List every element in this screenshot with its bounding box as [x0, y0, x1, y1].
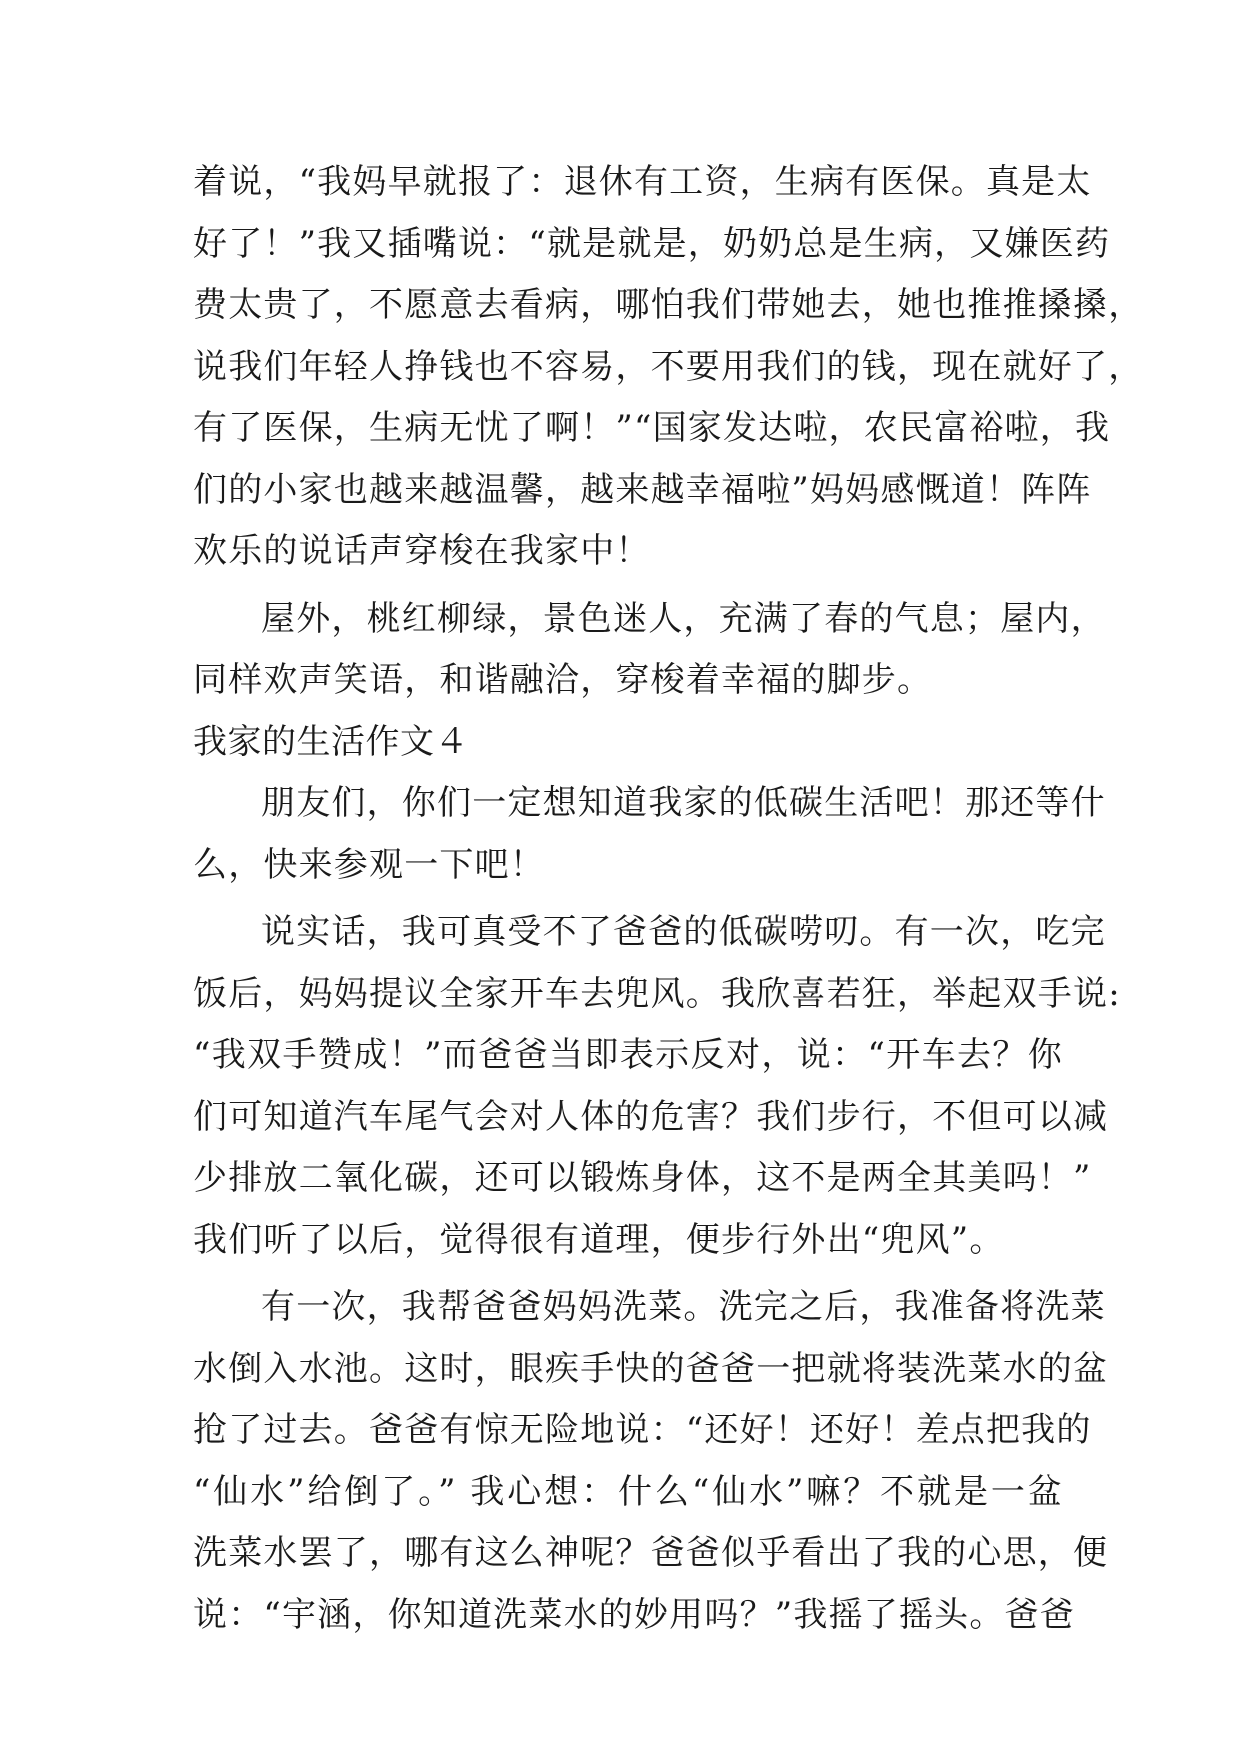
text-line: 有一次，我帮爸爸妈妈洗菜。洗完之后，我准备将洗菜	[261, 1287, 1106, 1327]
paragraph-2	[193, 589, 1106, 712]
text-line: 说：“宇涵，你知道洗菜水的妙用吗？”我摇了摇头。爸爸	[193, 1594, 1075, 1635]
text-line: 洗菜水罢了，哪有这么神呢？爸爸似乎看出了我的心思，便	[193, 1533, 1109, 1573]
text-line: 同样欢声笑语，和谐融洽，穿梭着幸福的脚步。	[193, 660, 933, 700]
paragraph-5	[193, 1277, 1109, 1646]
text-line: 有了医保，生病无忧了啊！”“国家发达啦，农民富裕啦，我	[193, 408, 1111, 448]
section-heading	[193, 712, 1063, 774]
text-line: 少排放二氧化碳，还可以锻炼身体，这不是两全其美吗！”	[193, 1158, 1092, 1198]
text-line: 们可知道汽车尾气会对人体的危害？我们步行，不但可以减	[193, 1096, 1109, 1137]
document-body	[193, 152, 1144, 1646]
text-line: 朋友们，你们一定想知道我家的低碳生活吧！那还等什	[261, 783, 1106, 823]
text-line: 么，快来参观一下吧！	[193, 844, 545, 885]
text-line: 饭后，妈妈提议全家开车去兜风。我欣喜若狂，举起双手说:	[193, 973, 1121, 1014]
text-line: 好了！”我又插嘴说：“就是就是，奶奶总是生病，又嫌医药	[193, 223, 1111, 264]
text-line: “仙水”给倒了。” 我心想：什么“仙水”嘛？不就是一盆	[193, 1471, 1063, 1512]
text-line: “我双手赞成！”而爸爸当即表示反对，说：“开车去？你	[193, 1035, 1063, 1075]
text-line: 费太贵了，不愿意去看病，哪怕我们带她去，她也推推搡搡，	[193, 285, 1144, 325]
text-line: 欢乐的说话声穿梭在我家中！	[193, 531, 651, 571]
text-line: 说实话，我可真受不了爸爸的低碳唠叨。有一次，吃完	[261, 912, 1106, 952]
text-line: 着说，“我妈早就报了：退休有工资，生病有医保。真是太	[193, 162, 1092, 202]
heading-line: 我家的生活作文４	[193, 721, 469, 762]
text-line: 水倒入水池。这时，眼疾手快的爸爸一把就将装洗菜水的盆	[193, 1348, 1109, 1389]
paragraph-3	[193, 773, 1106, 896]
text-line: 们的小家也越来越温馨，越来越幸福啦”妈妈感慨道！阵阵	[193, 469, 1092, 510]
text-line: 说我们年轻人挣钱也不容易，不要用我们的钱，现在就好了，	[193, 346, 1144, 387]
text-line: 抢了过去。爸爸有惊无险地说：“还好！还好！差点把我的	[193, 1410, 1092, 1450]
text-line: 屋外，桃红柳绿，景色迷人，充满了春的气息；屋内，	[261, 598, 1106, 639]
paragraph-1	[193, 152, 1144, 583]
text-line: 我们听了以后，觉得很有道理，便步行外出“兜风”。	[193, 1219, 1005, 1260]
paragraph-4	[193, 902, 1121, 1271]
